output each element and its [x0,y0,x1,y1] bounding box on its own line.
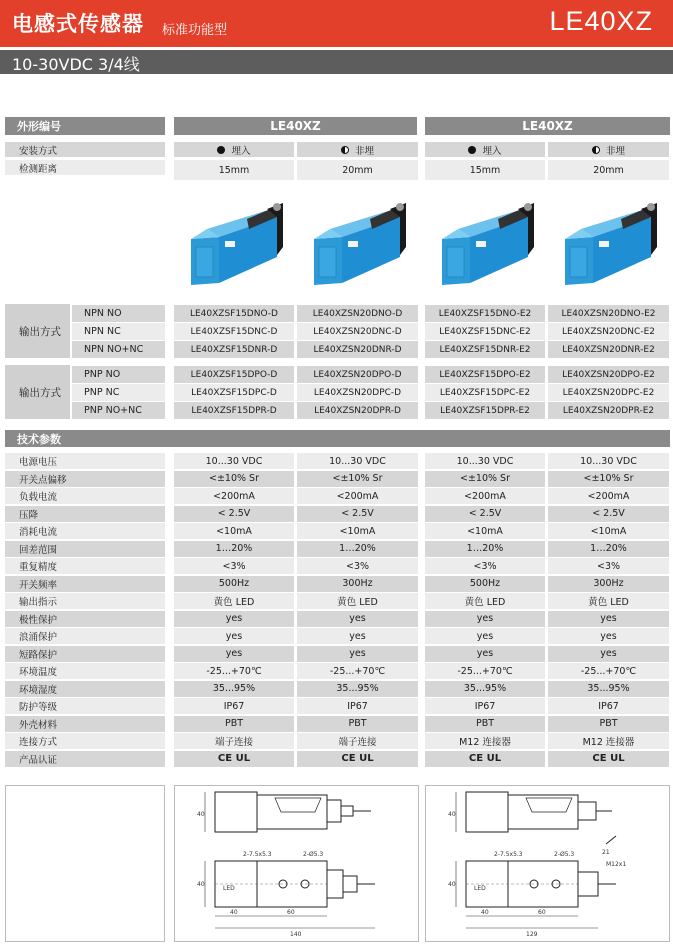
dimension-drawing-right [425,785,670,942]
dim-40b: 40 [448,881,456,888]
spec-value: yes [425,646,545,662]
spec-value: <10mA [548,523,669,539]
distance-value-3: 20mm [548,160,669,180]
sensor-image [299,196,417,292]
install-value-0 [174,142,294,157]
part-number: LE40XZSN20DPR-D [297,402,418,419]
spec-value: -25...+70℃ [297,663,418,679]
pnp-type: PNP NO [72,366,165,383]
part-number: LE40XZSF15DPR-D [174,402,294,419]
page-subtitle: 标准功能型 [162,23,228,38]
spec-label: 防护等级 [5,698,165,714]
spec-value: 黄色 LED [548,593,669,609]
spec-value: <3% [174,558,294,574]
model-header-1: LE40XZ [174,117,417,135]
dim-hole2: 2-Ø5.3 [303,851,324,858]
spec-label: 电源电压 [5,453,165,469]
voltage-text: 10-30VDC 3/4线 [12,55,140,74]
part-number: LE40XZSF15DNC-E2 [425,323,545,340]
part-number: LE40XZSN20DNO-D [297,305,418,322]
spec-value: 35...95% [174,681,294,697]
spec-label: 重复精度 [5,558,165,574]
distance-value-0: 15mm [174,160,294,180]
dim-w40: 40 [230,909,238,916]
header-model: LE40XZ [549,6,653,36]
part-number: LE40XZSF15DNC-D [174,323,294,340]
spec-value: PBT [297,716,418,732]
npn-type: NPN NO [72,305,165,322]
dim-hole1: 2-7.5x5.3 [494,851,523,858]
nonflush-icon [592,146,600,154]
part-number: LE40XZSN20DNC-D [297,323,418,340]
spec-value: yes [548,611,669,627]
spec-label: 环境湿度 [5,681,165,697]
spec-value: 端子连接 [297,733,418,749]
spec-value: <200mA [174,488,294,504]
spec-value: 35...95% [425,681,545,697]
dim-w60: 60 [538,909,546,916]
spec-value: <±10% Sr [548,471,669,487]
spec-value: < 2.5V [548,506,669,522]
part-number: LE40XZSN20DPO-D [297,366,418,383]
spec-value: yes [425,628,545,644]
sensor-image [176,196,294,292]
spec-value: 10...30 VDC [297,453,418,469]
install-label: 安装方式 [5,142,165,157]
dim-led: LED [223,885,235,892]
spec-value: <±10% Sr [425,471,545,487]
spec-label: 输出指示 [5,593,165,609]
spec-value: <3% [297,558,418,574]
spec-value: 35...95% [297,681,418,697]
spec-value: yes [174,646,294,662]
spec-value: yes [174,628,294,644]
dim-40b: 40 [197,881,205,888]
spec-value: <±10% Sr [174,471,294,487]
part-number: LE40XZSN20DPC-D [297,384,418,401]
flush-icon [468,146,476,154]
shape-label: 外形编号 [5,117,165,135]
spec-value: < 2.5V [174,506,294,522]
dim-40a: 40 [197,811,205,818]
spec-value: 1…20% [425,541,545,557]
install-value-1 [297,142,418,157]
spec-value: 1…20% [174,541,294,557]
part-number: LE40XZSF15DNR-D [174,341,294,358]
dim-led: LED [474,885,486,892]
spec-label: 短路保护 [5,646,165,662]
npn-type: NPN NC [72,323,165,340]
part-number: LE40XZSN20DPR-E2 [548,402,669,419]
page-title: 电感式传感器 [12,12,144,36]
model-header-2: LE40XZ [425,117,670,135]
dim-hole1: 2-7.5x5.3 [243,851,272,858]
spec-value: <10mA [174,523,294,539]
pnp-group-label: 输出方式 [5,365,70,419]
spec-value: <200mA [548,488,669,504]
dim-total: 129 [526,931,538,938]
spec-value: CE UL [174,751,294,767]
distance-value-1: 20mm [297,160,418,180]
spec-label: 外壳材料 [5,716,165,732]
spec-value: 1…20% [297,541,418,557]
spec-value: IP67 [297,698,418,714]
spec-value: 10...30 VDC [174,453,294,469]
dim-w40: 40 [481,909,489,916]
part-number: LE40XZSN20DNC-E2 [548,323,669,340]
spec-label: 开关频率 [5,576,165,592]
spec-label: 开关点偏移 [5,471,165,487]
spec-label: 浪涌保护 [5,628,165,644]
spec-value: <10mA [425,523,545,539]
spec-value: < 2.5V [297,506,418,522]
install-value-3 [548,142,669,157]
spec-value: -25...+70℃ [174,663,294,679]
part-number: LE40XZSN20DNR-D [297,341,418,358]
spec-value: CE UL [425,751,545,767]
spec-label: 连接方式 [5,733,165,749]
flush-icon [217,146,225,154]
spec-label: 压降 [5,506,165,522]
install-text: 埋入 [482,145,502,157]
part-number: LE40XZSF15DPC-D [174,384,294,401]
spec-value: CE UL [297,751,418,767]
spec-label: 产品认证 [5,751,165,767]
spec-label: 负载电流 [5,488,165,504]
part-number: LE40XZSN20DNO-E2 [548,305,669,322]
spec-label: 消耗电流 [5,523,165,539]
npn-type: NPN NO+NC [72,341,165,358]
spec-label: 环境温度 [5,663,165,679]
spec-value: <10mA [297,523,418,539]
spec-value: PBT [174,716,294,732]
part-number: LE40XZSF15DNR-E2 [425,341,545,358]
spec-value: PBT [425,716,545,732]
install-text: 非埋 [605,145,625,157]
pnp-type: PNP NC [72,384,165,401]
spec-label: 极性保护 [5,611,165,627]
distance-value-2: 15mm [425,160,545,180]
spec-value: yes [297,628,418,644]
pnp-type: PNP NO+NC [72,402,165,419]
spec-value: IP67 [174,698,294,714]
part-number: LE40XZSN20DPC-E2 [548,384,669,401]
spec-value: yes [174,611,294,627]
spec-value: M12 连接器 [425,733,545,749]
spec-value: 10...30 VDC [548,453,669,469]
part-number: LE40XZSF15DNO-E2 [425,305,545,322]
part-number: LE40XZSF15DPC-E2 [425,384,545,401]
dim-40a: 40 [448,811,456,818]
spec-value: yes [548,646,669,662]
distance-label: 检测距离 [5,160,165,175]
spec-value: <3% [425,558,545,574]
spec-value: 黄色 LED [297,593,418,609]
spec-value: -25...+70℃ [425,663,545,679]
spec-value: yes [297,646,418,662]
part-number: LE40XZSN20DPO-E2 [548,366,669,383]
dim-hole2: 2-Ø5.3 [554,851,575,858]
spec-value: yes [297,611,418,627]
part-number: LE40XZSF15DNO-D [174,305,294,322]
spec-value: 端子连接 [174,733,294,749]
spec-value: <200mA [297,488,418,504]
dim-angle: 21 [602,849,610,856]
nonflush-icon [341,146,349,154]
spec-value: M12 连接器 [548,733,669,749]
dimension-drawing-left [174,785,419,942]
dim-w60: 60 [287,909,295,916]
install-value-2 [425,142,545,157]
spec-value: <200mA [425,488,545,504]
part-number: LE40XZSF15DPO-D [174,366,294,383]
spec-value: 500Hz [425,576,545,592]
tech-title: 技术参数 [5,430,670,447]
spec-value: yes [425,611,545,627]
spec-value: yes [548,628,669,644]
install-text: 埋入 [231,145,251,157]
spec-value: <3% [548,558,669,574]
spec-value: 500Hz [174,576,294,592]
spec-value: -25...+70℃ [548,663,669,679]
blank-panel [5,785,165,942]
spec-value: 1…20% [548,541,669,557]
spec-value: 黄色 LED [174,593,294,609]
spec-value: 黄色 LED [425,593,545,609]
spec-value: < 2.5V [425,506,545,522]
dim-total: 140 [290,931,302,938]
sensor-image [427,196,545,292]
spec-value: <±10% Sr [297,471,418,487]
part-number: LE40XZSF15DPO-E2 [425,366,545,383]
spec-value: 10...30 VDC [425,453,545,469]
part-number: LE40XZSF15DPR-E2 [425,402,545,419]
dim-thread: M12x1 [606,861,627,868]
spec-value: 300Hz [548,576,669,592]
install-text: 非埋 [354,145,374,157]
sensor-image [550,196,668,292]
spec-value: IP67 [548,698,669,714]
spec-value: CE UL [548,751,669,767]
spec-value: 300Hz [297,576,418,592]
spec-label: 回差范围 [5,541,165,557]
spec-value: PBT [548,716,669,732]
spec-value: IP67 [425,698,545,714]
npn-group-label: 输出方式 [5,304,70,358]
spec-value: 35...95% [548,681,669,697]
part-number: LE40XZSN20DNR-E2 [548,341,669,358]
